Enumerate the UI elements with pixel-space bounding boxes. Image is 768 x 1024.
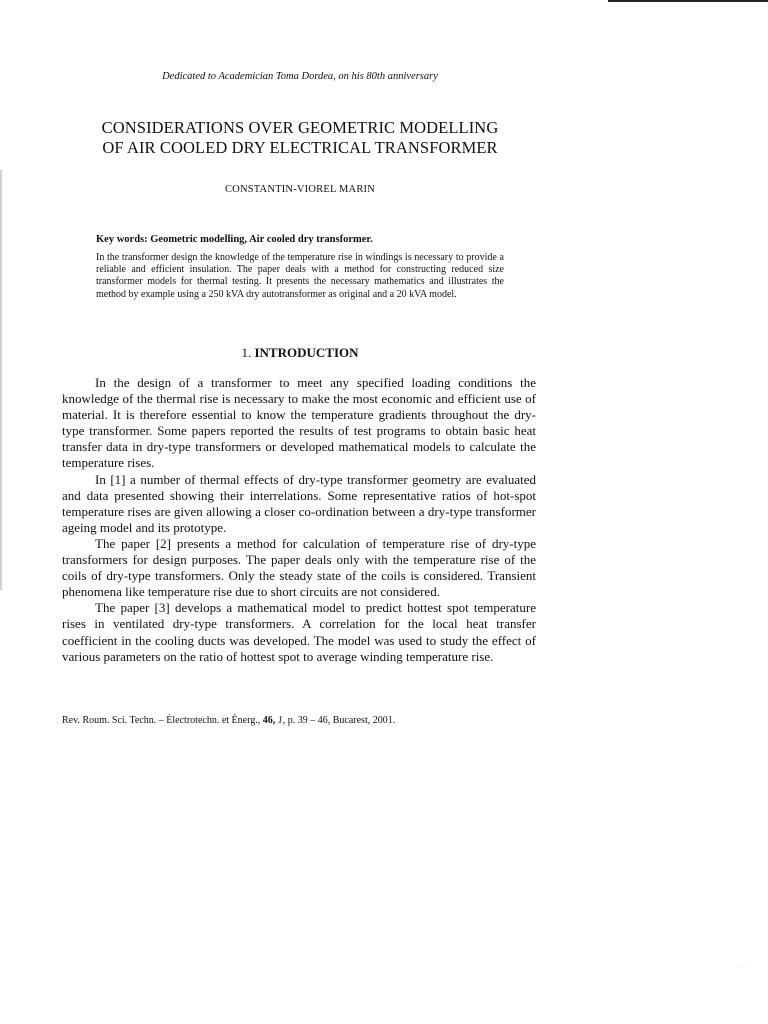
paragraph: The paper [2] presents a method for calculation of temperature rise of dry-type transformers for design purposes. The paper deals only with the temperature rise of the coils of dry-type transformers. Only the steady state of the coils is considered. Transient phenomena like temperature rise due to short circuits are not considered. [62, 535, 536, 600]
keywords: Key words: Geometric modelling, Air cooled dry transformer. [96, 234, 373, 245]
citation-journal: Rev. Roum. Sci. Techn. – Électrotechn. et Énerg., [62, 715, 261, 726]
scan-shadow [0, 170, 2, 590]
paragraph: The paper [3] develops a mathematical model to predict hottest spot temperature rises in ventilated dry-type transformers. A correlation for the local heat transfer coefficient in the cooling ducts was developed. The model was used to study the effect of various parameters on the ratio of hottest spot to average winding temperature rise. [62, 600, 536, 664]
section-name: INTRODUCTION [254, 345, 359, 360]
citation-volume: 46, [262, 715, 276, 726]
citation-pages: p. 39 – 46, Bucarest, 2001. [287, 715, 396, 726]
paragraph: In the design of a transformer to meet any specified loading conditions the knowledge of the thermal rise is necessary to make the most economic and efficient use of material. It is therefore essential to know the temperature gradients throughout the dry-type transformer. Some papers reported the results of test programs to obtain basic heat transfer data in dry-type transformers or developed mathematical models to calculate the temperature rises. [62, 375, 536, 471]
author: CONSTANTIN-VIOREL MARIN [224, 184, 376, 195]
abstract: In the transformer design the knowledge of the temperature rise in windings is necessary to provide a reliable and efficient insulation. The paper deals with a method for constructing reduced size transformer models for thermal testing. It presents the necessary mathematics and illustrates the method by example using a 250 kVA dry autotransformer as original and a 20 kVA model. [96, 252, 504, 300]
citation-footer [62, 715, 542, 726]
section-number: 1. [241, 345, 252, 360]
body-text [62, 375, 536, 665]
paper-title [60, 118, 540, 158]
paragraph: In [1] a number of thermal effects of dry-type transformer geometry are evaluated and data presented showing their interrelations. Some representative ratios of hot-spot temperature rises are given allowing a closer co-ordination between a dry-type transformer ageing model and its prototype. [62, 471, 536, 535]
citation-issue: 1, [277, 715, 286, 726]
scan-edge-mark [608, 0, 768, 2]
paper-title-line-1: CONSIDERATIONS OVER GEOMETRIC MODELLING [101, 118, 499, 137]
paper-title-line-2: OF AIR COOLED DRY ELECTRICAL TRANSFORMER [102, 138, 498, 157]
scan-speck: · · [738, 963, 746, 972]
section-heading [60, 345, 540, 361]
dedication: Dedicated to Academician Toma Dordea, on his 80th anniversary [162, 71, 438, 82]
